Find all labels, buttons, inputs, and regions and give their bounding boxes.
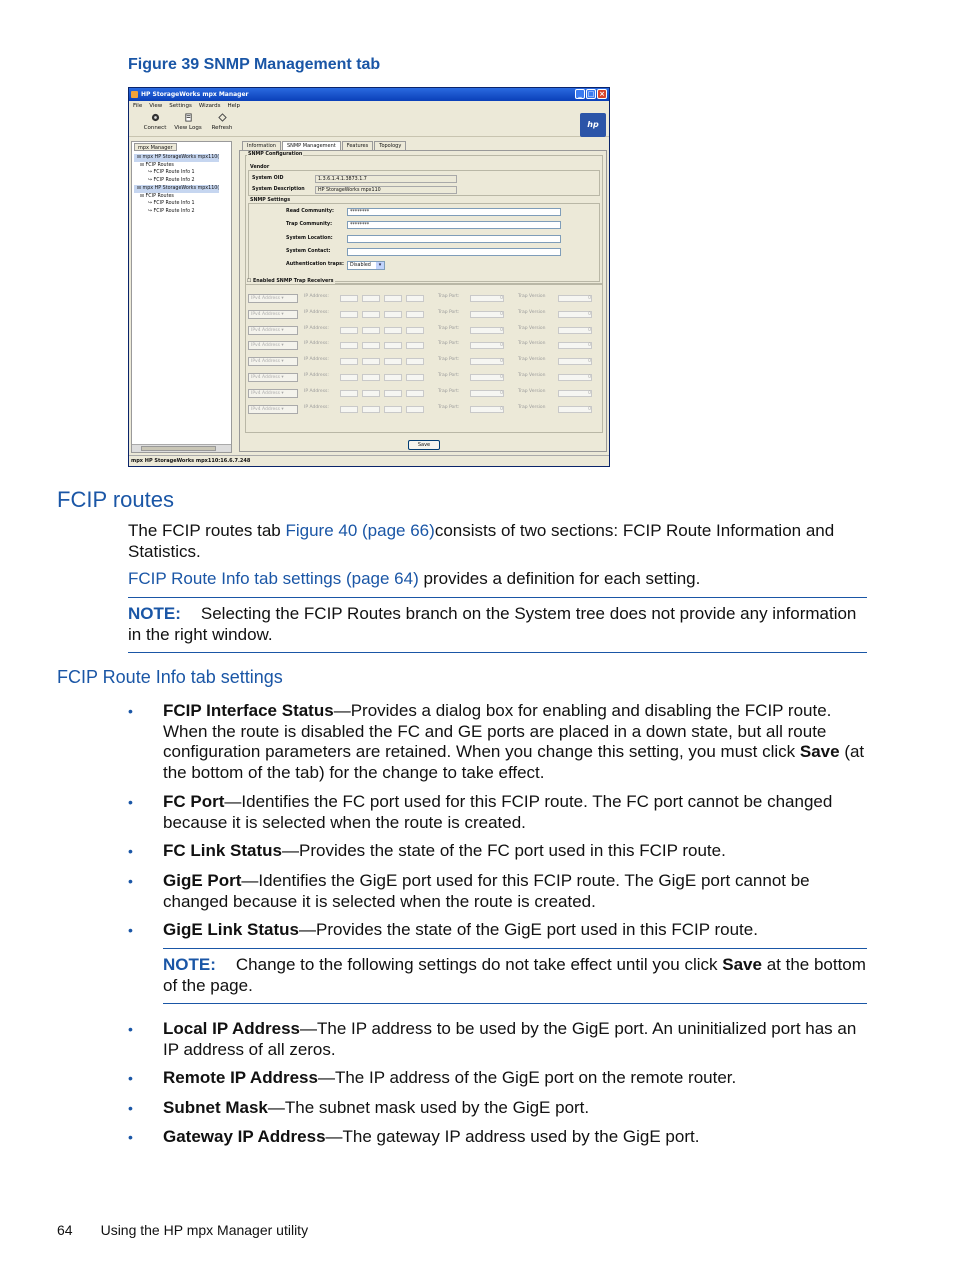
ip-octet-input[interactable] xyxy=(362,342,380,349)
ip-octet-input[interactable] xyxy=(384,295,402,302)
trap-port-label: Trap Port: xyxy=(438,388,460,394)
snmp-configuration-label: SNMP Configuration xyxy=(248,152,303,157)
vendor-label: Vendor xyxy=(250,165,270,170)
menu-bar xyxy=(129,101,609,111)
tree-node-routes[interactable]: ⊟ FCIP Routes xyxy=(140,162,174,168)
definition-paragraph: FCIP Route Info tab settings (page 64) provides a definition for each setting. xyxy=(128,569,701,588)
system-location-input[interactable] xyxy=(347,235,561,243)
refresh-icon xyxy=(218,113,227,122)
trap-port-label: Trap Port: xyxy=(438,373,460,378)
trap-receiver-row xyxy=(240,372,608,384)
ip-octet-input[interactable] xyxy=(384,390,402,397)
system-tree-pane xyxy=(131,141,232,453)
address-type-select[interactable]: IPv4 Address ▾ xyxy=(248,326,298,335)
ip-address-label: IP Address: xyxy=(304,294,329,299)
trap-receiver-row xyxy=(240,309,608,321)
trap-version-input[interactable]: 0 xyxy=(558,311,592,318)
trap-port-label: Trap Port: xyxy=(438,325,460,331)
list-item: • GigE Link Status—Provides the state of the GigE port used in this FCIP route. xyxy=(128,920,758,939)
view-logs-button[interactable]: View Logs xyxy=(171,113,205,131)
ip-octet-input[interactable] xyxy=(406,374,424,381)
ip-octet-input[interactable] xyxy=(362,358,380,365)
tree-node-mpx[interactable]: ⊟ mpx HP StorageWorks mpx110( xyxy=(134,154,219,162)
trap-port-label: Trap Port: xyxy=(438,294,460,299)
trap-receiver-row xyxy=(240,325,608,337)
connect-button[interactable]: Connect xyxy=(138,113,172,131)
authentication-traps-label: Authentication traps: xyxy=(286,262,344,267)
trap-port-label: Trap Port: xyxy=(438,404,460,410)
ip-address-label: IP Address: xyxy=(304,373,329,378)
trap-version-input[interactable]: 0 xyxy=(558,374,592,381)
ip-address-label: IP Address: xyxy=(304,404,329,410)
address-type-select[interactable]: IPv4 Address ▾ xyxy=(248,373,298,382)
system-description-label: System Description xyxy=(252,187,305,192)
close-button[interactable]: × xyxy=(597,89,607,99)
ip-octet-input[interactable] xyxy=(340,406,358,413)
tree-node-route[interactable]: ↪ FCIP Route Info 2 xyxy=(148,208,195,214)
trap-version-label: Trap Version xyxy=(518,404,546,410)
save-button[interactable]: Save xyxy=(408,440,440,450)
ip-address-label: IP Address: xyxy=(304,388,329,394)
list-item: • Local IP Address—The IP address to be used by the GigE port. An uninitialized port has an IP address of all zeros. xyxy=(128,1019,857,1059)
tab-mpx-manager[interactable]: mpx Manager xyxy=(134,143,177,151)
ip-address-label: IP Address: xyxy=(304,325,329,331)
snmp-settings-label: SNMP Settings xyxy=(250,198,291,203)
ip-octet-input[interactable] xyxy=(384,358,402,365)
ip-octet-input[interactable] xyxy=(362,311,380,318)
trap-port-input[interactable]: 0 xyxy=(470,311,504,318)
address-type-select[interactable]: IPv4 Address ▾ xyxy=(248,294,298,303)
list-item: • Remote IP Address—The IP address of the GigE port on the remote router. xyxy=(128,1068,737,1087)
trap-port-input[interactable]: 0 xyxy=(470,358,504,365)
ip-octet-input[interactable] xyxy=(384,406,402,413)
ip-octet-input[interactable] xyxy=(406,358,424,365)
trap-version-input[interactable]: 0 xyxy=(558,295,592,302)
route-info-settings-link[interactable]: FCIP Route Info tab settings (page 64) xyxy=(128,569,419,588)
tree-node-routes[interactable]: ⊟ FCIP Routes xyxy=(140,193,174,199)
menu-view[interactable]: View xyxy=(149,103,163,109)
ip-octet-input[interactable] xyxy=(384,311,402,318)
tab-information[interactable]: Information xyxy=(242,141,281,150)
title-bar xyxy=(129,88,609,101)
ip-octet-input[interactable] xyxy=(340,342,358,349)
address-type-select[interactable]: IPv4 Address ▾ xyxy=(248,389,298,398)
list-item: • FC Port—Identifies the FC port used for this FCIP route. The FC port cannot be changed because it is selected when the route is created. xyxy=(128,792,833,832)
trap-port-label: Trap Port: xyxy=(438,357,460,363)
ip-octet-input[interactable] xyxy=(406,342,424,349)
trap-port-label: Trap Port: xyxy=(438,309,460,315)
trap-receiver-row xyxy=(240,356,608,368)
logs-icon xyxy=(184,113,193,122)
system-contact-label: System Contact: xyxy=(286,249,331,254)
chevron-down-icon: ▾ xyxy=(376,262,384,269)
trap-receiver-row xyxy=(240,340,608,352)
ip-octet-input[interactable] xyxy=(340,311,358,318)
ip-octet-input[interactable] xyxy=(340,374,358,381)
menu-help[interactable]: Help xyxy=(227,103,241,109)
tab-features[interactable]: Features xyxy=(342,141,374,150)
toolbar xyxy=(129,111,609,137)
trap-version-label: Trap Version xyxy=(518,325,546,331)
trap-port-input[interactable]: 0 xyxy=(470,295,504,302)
list-item: • Subnet Mask—The subnet mask used by the GigE port. xyxy=(128,1098,590,1117)
trap-version-label: Trap Version xyxy=(518,309,546,315)
trap-community-input[interactable]: ******** xyxy=(347,221,561,229)
ip-octet-input[interactable] xyxy=(384,342,402,349)
ip-octet-input[interactable] xyxy=(362,295,380,302)
system-oid-value: 1.3.6.1.4.1.3873.1.7 xyxy=(315,175,457,183)
subsection-heading: FCIP Route Info tab settings xyxy=(57,667,283,687)
ip-octet-input[interactable] xyxy=(362,390,380,397)
read-community-input[interactable]: ******** xyxy=(347,208,561,216)
list-item: • FCIP Interface Status—Provides a dialog box for enabling and disabling the FCIP route. When the route is disabled the FC and GE ports are placed in a down state, but all route configuration parameters are retained. When you change this setting, you must click Save (at the bottom of the tab) for the change to take effect. xyxy=(128,701,865,782)
figure-caption: Figure 39 SNMP Management tab xyxy=(128,56,381,73)
ip-octet-input[interactable] xyxy=(406,390,424,397)
note-box: NOTE: Change to the following settings do not take effect until you click Save at the bottom of the page. xyxy=(163,948,867,1004)
trap-version-label: Trap Version xyxy=(518,294,546,299)
trap-version-label: Trap Version xyxy=(518,341,546,347)
trap-version-input[interactable]: 0 xyxy=(558,390,592,397)
note-label: NOTE: xyxy=(128,604,181,623)
tree-node-route[interactable]: ↪ FCIP Route Info 1 xyxy=(148,201,195,207)
section-heading: FCIP routes xyxy=(57,487,174,512)
ip-octet-input[interactable] xyxy=(340,358,358,365)
ip-address-label: IP Address: xyxy=(304,357,329,363)
hp-logo: hp xyxy=(580,113,606,137)
trap-port-input[interactable]: 0 xyxy=(470,374,504,381)
details-pane xyxy=(237,141,609,453)
authentication-traps-select[interactable]: Disabled ▾ xyxy=(347,261,385,270)
horizontal-scrollbar[interactable] xyxy=(132,444,231,452)
trap-receiver-row xyxy=(240,388,608,400)
trap-receivers-checkbox-label[interactable]: ☐ Enabled SNMP Trap Receivers xyxy=(247,279,334,284)
trap-receiver-row xyxy=(240,404,608,416)
system-location-label: System Location: xyxy=(286,236,333,241)
list-item: • FC Link Status—Provides the state of the FC port used in this FCIP route. xyxy=(128,841,726,860)
note-box: NOTE: Selecting the FCIP Routes branch on the System tree does not provide any information in the right window. xyxy=(128,597,867,653)
trap-port-input[interactable]: 0 xyxy=(470,390,504,397)
figure-40-link[interactable]: Figure 40 (page 66) xyxy=(285,521,435,540)
footer-title: Using the HP mpx Manager utility xyxy=(100,1222,309,1238)
trap-port-input[interactable]: 0 xyxy=(470,406,504,413)
intro-paragraph: The FCIP routes tab Figure 40 (page 66)consists of two sections: FCIP Route Information and Statistics. xyxy=(128,521,835,561)
menu-wizards[interactable]: Wizards xyxy=(198,103,221,109)
ip-address-label: IP Address: xyxy=(304,341,329,347)
system-oid-label: System OID xyxy=(252,176,284,181)
tab-snmp-management[interactable]: SNMP Management xyxy=(282,141,341,150)
window-title: HP StorageWorks mpx Manager xyxy=(141,91,249,98)
trap-port-input[interactable]: 0 xyxy=(470,342,504,349)
ip-octet-input[interactable] xyxy=(362,406,380,413)
connect-icon xyxy=(151,113,160,122)
ip-octet-input[interactable] xyxy=(406,311,424,318)
trap-receiver-row xyxy=(240,293,608,305)
status-bar: mpx HP StorageWorks mpx110:16.6.7.248 xyxy=(129,455,609,466)
tree-node-mpx[interactable]: ⊟ mpx HP StorageWorks mpx110( xyxy=(134,185,219,193)
address-type-select[interactable]: IPv4 Address ▾ xyxy=(248,357,298,366)
app-icon xyxy=(131,91,138,98)
minimize-button[interactable]: _ xyxy=(575,89,585,99)
refresh-button[interactable]: Refresh xyxy=(205,113,239,131)
page-number: 64 xyxy=(57,1222,73,1238)
maximize-button[interactable]: □ xyxy=(587,90,595,98)
ip-octet-input[interactable] xyxy=(406,295,424,302)
ip-octet-input[interactable] xyxy=(362,327,380,334)
ip-octet-input[interactable] xyxy=(340,390,358,397)
read-community-label: Read Community: xyxy=(286,209,334,214)
trap-version-label: Trap Version xyxy=(518,388,546,394)
list-item: • Gateway IP Address—The gateway IP address used by the GigE port. xyxy=(128,1127,700,1146)
trap-version-input[interactable]: 0 xyxy=(558,358,592,365)
ip-octet-input[interactable] xyxy=(340,327,358,334)
trap-version-input[interactable]: 0 xyxy=(558,342,592,349)
address-type-select[interactable]: IPv4 Address ▾ xyxy=(248,405,298,414)
trap-version-label: Trap Version xyxy=(518,357,546,363)
trap-port-label: Trap Port: xyxy=(438,341,460,347)
ip-octet-input[interactable] xyxy=(340,295,358,302)
system-description-value: HP StorageWorks mpx110 xyxy=(315,186,457,194)
app-window-screenshot xyxy=(128,87,610,467)
tree-node-route[interactable]: ↪ FCIP Route Info 1 xyxy=(148,170,195,176)
address-type-select[interactable]: IPv4 Address ▾ xyxy=(248,341,298,350)
address-type-select[interactable]: IPv4 Address ▾ xyxy=(248,310,298,319)
trap-port-input[interactable]: 0 xyxy=(470,327,504,334)
menu-file[interactable]: File xyxy=(133,103,143,109)
tab-topology[interactable]: Topology xyxy=(374,141,406,150)
system-contact-input[interactable] xyxy=(347,248,561,256)
ip-octet-input[interactable] xyxy=(406,406,424,413)
note-label: NOTE: xyxy=(163,955,216,974)
list-item: • GigE Port—Identifies the GigE port used for this FCIP route. The GigE port cannot be changed because it is selected when the route is created. xyxy=(128,871,810,911)
trap-version-input[interactable]: 0 xyxy=(558,406,592,413)
ip-octet-input[interactable] xyxy=(406,327,424,334)
system-tree xyxy=(134,154,219,216)
trap-version-label: Trap Version xyxy=(518,373,546,378)
menu-settings[interactable]: Settings xyxy=(169,103,192,109)
ip-octet-input[interactable] xyxy=(384,327,402,334)
ip-address-label: IP Address: xyxy=(304,309,329,315)
tree-node-route[interactable]: ↪ FCIP Route Info 2 xyxy=(148,178,195,184)
ip-octet-input[interactable] xyxy=(362,374,380,381)
trap-community-label: Trap Community: xyxy=(286,222,333,227)
snmp-panel xyxy=(239,150,607,452)
trap-version-input[interactable]: 0 xyxy=(558,327,592,334)
page-footer xyxy=(57,1222,336,1238)
ip-octet-input[interactable] xyxy=(384,374,402,381)
